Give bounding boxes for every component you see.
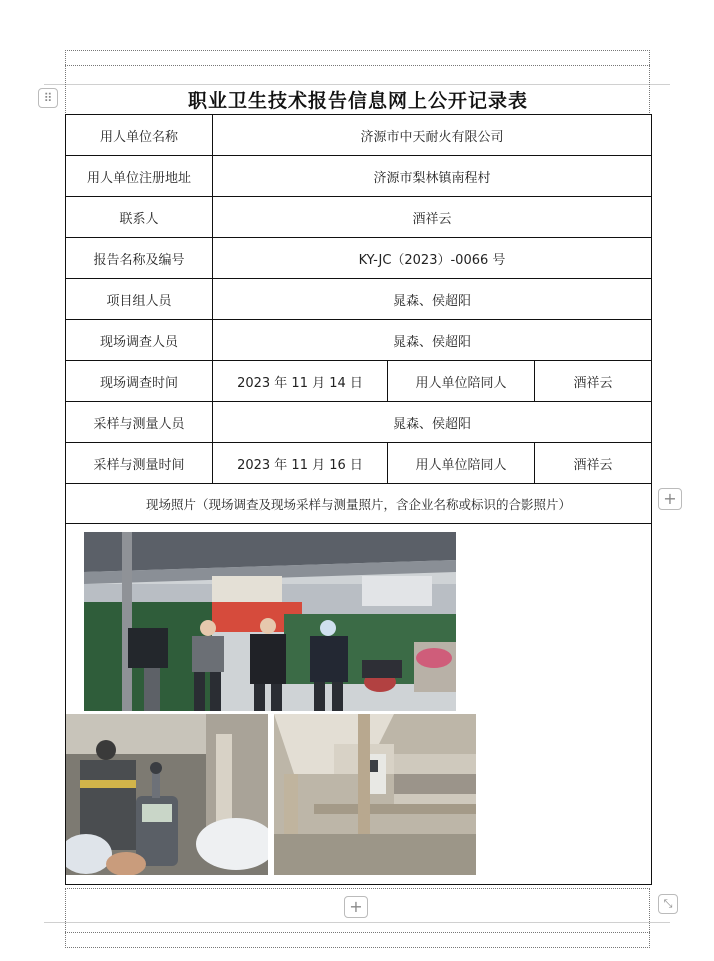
value-cell: 酒祥云 — [535, 361, 652, 402]
value-cell: 济源市梨林镇南程村 — [213, 156, 652, 197]
value-cell: 酒祥云 — [213, 197, 652, 238]
table-row — [66, 320, 652, 361]
date-cell: 2023 年 11 月 14 日 — [213, 361, 388, 402]
table-row — [66, 361, 652, 402]
resize-icon[interactable]: ⤡ — [658, 894, 678, 914]
label-cell: 现场调查人员 — [66, 320, 213, 361]
table-row — [66, 238, 652, 279]
table-row — [66, 197, 652, 238]
label-cell: 用人单位名称 — [66, 115, 213, 156]
table-row — [66, 402, 652, 443]
value-cell: KY-JC（2023）-0066 号 — [213, 238, 652, 279]
label-cell: 项目组人员 — [66, 279, 213, 320]
table-row — [66, 484, 652, 524]
table-row — [66, 115, 652, 156]
drag-handle-icon[interactable]: ⠿ — [38, 88, 58, 108]
document-title: 职业卫生技术报告信息网上公开记录表 — [187, 90, 528, 112]
equipment-photo — [274, 714, 476, 875]
label-cell: 现场调查时间 — [66, 361, 213, 402]
label-cell: 用人单位注册地址 — [66, 156, 213, 197]
date-cell: 2023 年 11 月 16 日 — [213, 443, 388, 484]
value-cell: 济源市中天耐火有限公司 — [213, 115, 652, 156]
value-cell: 晁森、侯超阳 — [213, 279, 652, 320]
label-cell: 用人单位陪同人 — [388, 361, 535, 402]
table-row — [66, 443, 652, 484]
add-column-button[interactable]: + — [658, 488, 682, 510]
label-cell: 用人单位陪同人 — [388, 443, 535, 484]
label-cell: 采样与测量人员 — [66, 402, 213, 443]
photos-heading: 现场照片（现场调查及现场采样与测量照片，含企业名称或标识的合影照片） — [66, 484, 652, 524]
value-cell: 酒祥云 — [535, 443, 652, 484]
value-cell: 晁森、侯超阳 — [213, 402, 652, 443]
label-cell: 报告名称及编号 — [66, 238, 213, 279]
table-row — [66, 156, 652, 197]
value-cell: 晁森、侯超阳 — [213, 320, 652, 361]
noise-measurement-photo — [66, 714, 268, 875]
add-row-button[interactable]: + — [344, 896, 368, 918]
table-row — [66, 279, 652, 320]
label-cell: 联系人 — [66, 197, 213, 238]
site-group-photo — [84, 532, 456, 711]
label-cell: 采样与测量时间 — [66, 443, 213, 484]
